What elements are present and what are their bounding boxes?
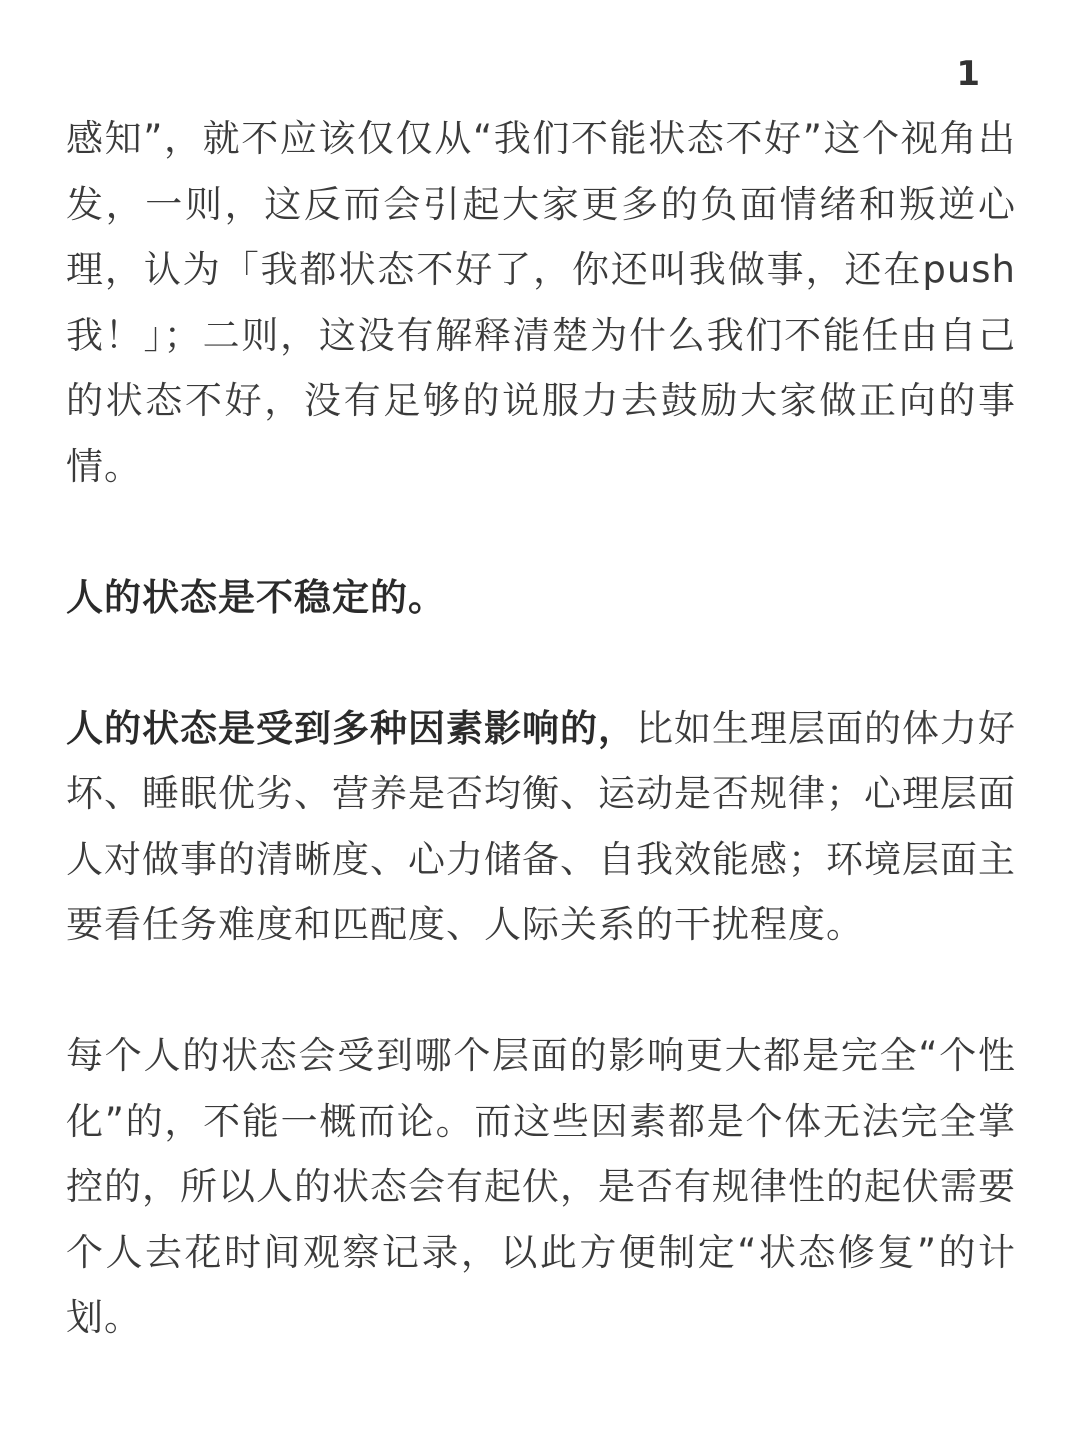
paragraph-factors (66, 696, 1016, 958)
bold-heading: 人的状态是不稳定的。 (66, 575, 446, 619)
article-body (66, 106, 1016, 1351)
paragraph-text: 每个人的状态会受到哪个层面的影响更大都是完全“个性化”的，不能一概而论。而这些因素都是个体无法完全掌控的，所以人的状态会有起伏，是否有规律性的起伏需要个人去花时间观察记录，以此方便制定“状态修复”的计划。 (66, 1034, 1016, 1339)
paragraph-text: 比如生理层面的体力好坏、睡眠优劣、营养是否均衡、运动是否规律；心理层面人对做事的清晰度、心力储备、自我效能感；环境层面主要看任务难度和匹配度、人际关系的干扰程度。 (66, 706, 1016, 946)
paragraph-text: 感知”，就不应该仅仅从“我们不能状态不好”这个视角出发，一则，这反而会引起大家更多的负面情绪和叛逆心理，认为「我都状态不好了，你还叫我做事，还在push我！」；二则，这没有解释清楚为什么我们不能任由自己的状态不好，没有足够的说服力去鼓励大家做正向的事情。 (66, 117, 1016, 488)
paragraph-personalized (66, 1023, 1016, 1351)
page-number: 1 (956, 54, 980, 94)
paragraph-heading-instability (66, 565, 1016, 631)
bold-lead: 人的状态是受到多种因素影响的， (66, 706, 636, 750)
paragraph-intro (66, 106, 1016, 499)
